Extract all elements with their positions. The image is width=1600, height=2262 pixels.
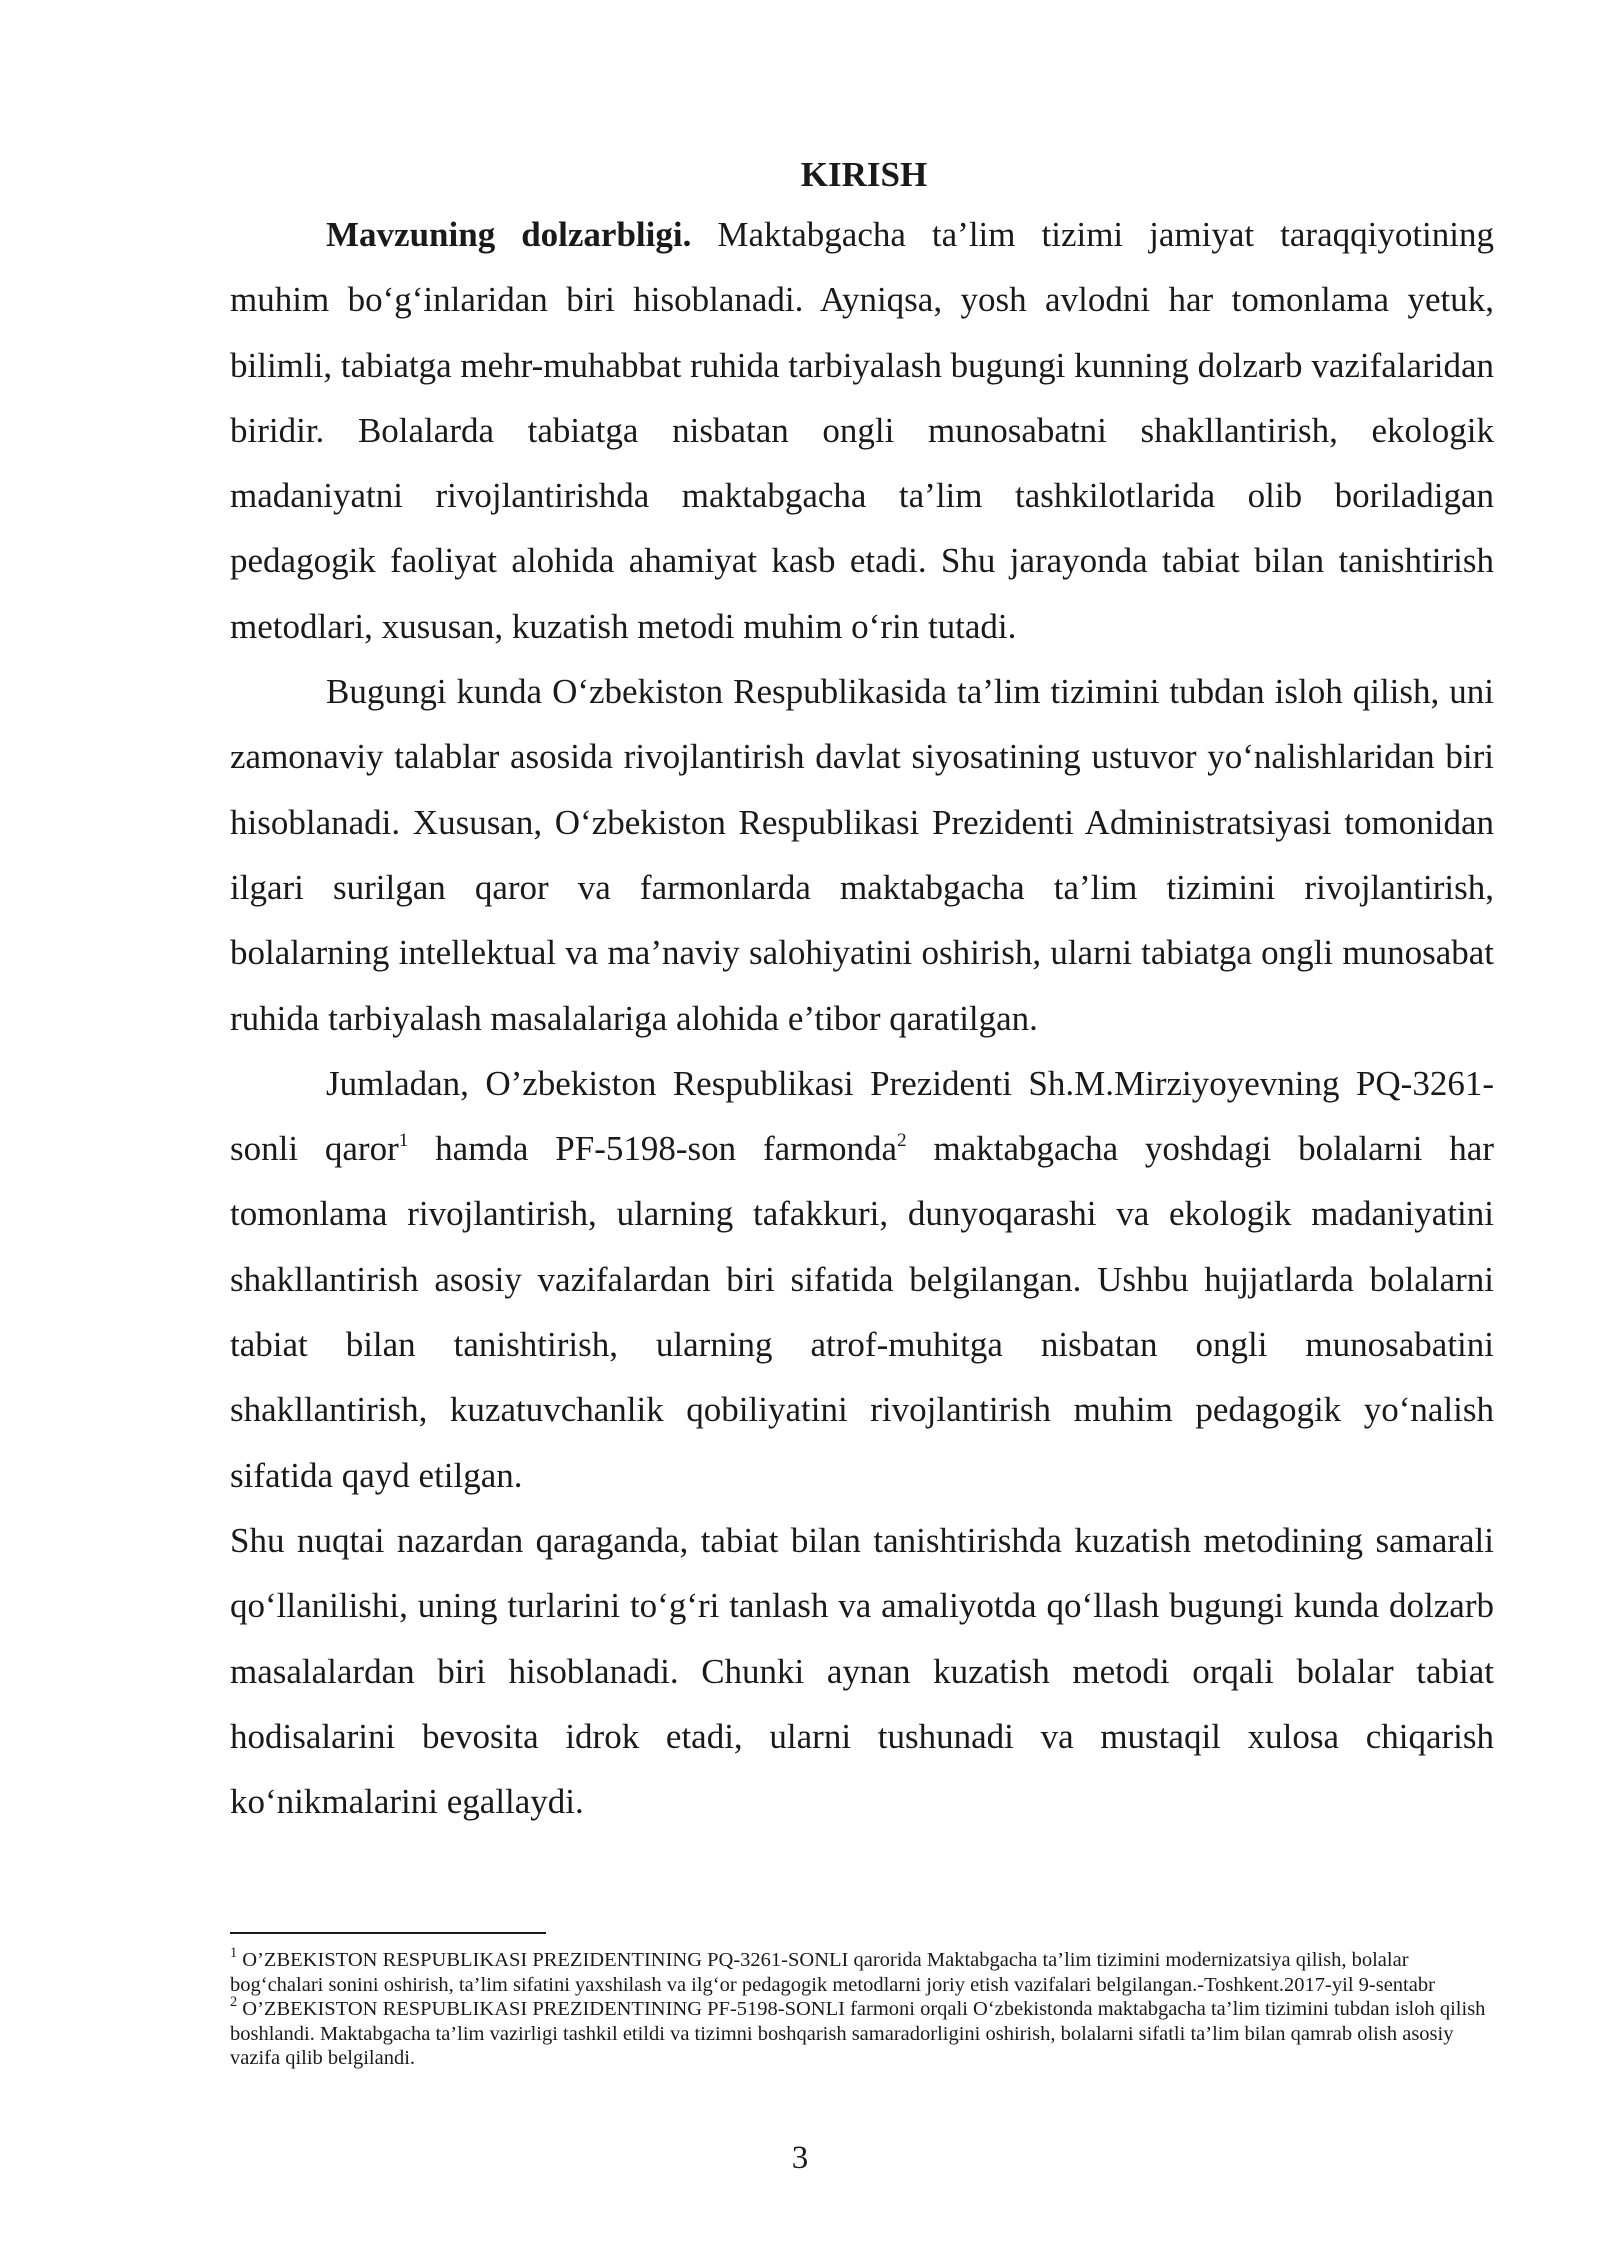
paragraph-relevance [230, 202, 1494, 659]
paragraph-text-part2: hamda PF-5198-son farmonda [408, 1129, 898, 1169]
body-text [230, 148, 1494, 1834]
footnote-number-1: 1 [230, 1944, 238, 1961]
footnote-2 [230, 1993, 1494, 2071]
paragraph-reform: Bugungi kunda O‘zbekiston Respublikasida ta’lim tizimini tubdan isloh qilish, uni zamonaviy talablar asosida rivojlantirish davlat siyosatining ustuvor yo‘nalishlaridan biri hisoblanadi. Xususan, O‘zbekiston Respublikasi Prezidenti Administratsiyasi tomonidan ilgari surilgan qaror va farmonlarda maktabgacha ta’lim tizimini rivojlantirish, bolalarning intellektual va ma’naviy salohiyatini oshirish, ularni tabiatga ongli munosabat ruhida tarbiyalash masalalariga alohida e’tibor qaratilgan. [230, 672, 1494, 1038]
paragraph-decrees [230, 1051, 1494, 1508]
footnote-1 [230, 1944, 1494, 1997]
footnote-text-1: O’ZBEKISTON RESPUBLIKASI PREZIDENTINING PQ-3261-SONLI qarorida Maktabgacha ta’lim tizimini modernizatsiya qilish, bolalar bog‘chalari sonini oshirish, ta’lim sifatini yaxshilash va ilg‘or pedagogik metodlarni joriy etish vazifalari belgilangan.-Toshkent.2017-yil 9-sentabr [230, 1949, 1435, 1996]
footnote-number-2: 2 [230, 1993, 238, 2010]
paragraph-observation-method: Shu nuqtai nazardan qaraganda, tabiat bilan tanishtirishda kuzatish metodining samarali qo‘llanilishi, uning turlarini to‘g‘ri tanlash va amaliyotda qo‘llash bugungi kunda dolzarb masalalardan biri hisoblanadi. Chunki aynan kuzatish metodi orqali bolalar tabiat hodisalarini bevosita idrok etadi, ularni tushunadi va mustaqil xulosa chiqarish ko‘nikmalarini egallaydi. [230, 1520, 1494, 1822]
paragraph-text-part3: maktabgacha yoshdagi bolalarni har tomonlama rivojlantirish, ularning tafakkuri, dunyoqarashi va ekologik madaniyatini shakllantirish asosiy vazifalardan biri sifatida belgilangan. Ushbu hujjatlarda bolalarni tabiat bilan tanishtirish, ularning atrof-muhitga nisbatan ongli munosabatini shakllantirish, kuzatuvchanlik qobiliyatini rivojlantirish muhim pedagogik yo‘nalish sifatida qayd etilgan. [230, 1129, 1494, 1495]
paragraph-text-part1: Jumladan, O’zbekiston Respublikasi Prezidenti Sh.M.Mirziyoyevning PQ-3261-sonli qaror [230, 1063, 1494, 1169]
footnote-ref-2[interactable]: 2 [897, 1129, 907, 1151]
footnotes [230, 1944, 1494, 2071]
paragraph-lead: Mavzuning dolzarbligi. [326, 215, 692, 254]
section-heading: KIRISH [800, 155, 928, 194]
footnote-text-2: O’ZBEKISTON RESPUBLIKASI PREZIDENTINING PF-5198-SONLI farmoni orqali O‘zbekistonda maktabgacha ta’lim tizimini tubdan isloh qilish boshlandi. Maktabgacha ta’lim vazirligi tashkil etildi va tizimni boshqarish samaradorligini oshirish, bolalarni sifatli ta’lim bilan qamrab olish asosiy vazifa qilib belgilandi. [230, 1998, 1486, 2069]
footnote-ref-1[interactable]: 1 [398, 1129, 409, 1151]
paragraph-text: Maktabgacha ta’lim tizimi jamiyat taraqqiyotining muhim bo‘g‘inlaridan biri hisoblanadi. Ayniqsa, yosh avlodni har tomonlama yetuk, bilimli, tabiatga mehr-muhabbat ruhida tarbiyalash bugungi kunning dolzarb vazifalaridan biridir. Bolalarda tabiatga nisbatan ongli munosabatni shakllantirish, ekologik madaniyatni rivojlantirishda maktabgacha ta’lim tashkilotlarida olib boriladigan pedagogik faoliyat alohida ahamiyat kasb etadi. Shu jarayonda tabiat bilan tanishtirish metodlari, xususan, kuzatish metodi muhim o‘rin tutadi. [230, 215, 1494, 646]
footnote-separator [230, 1932, 546, 1934]
page-number: 3 [791, 2140, 809, 2176]
